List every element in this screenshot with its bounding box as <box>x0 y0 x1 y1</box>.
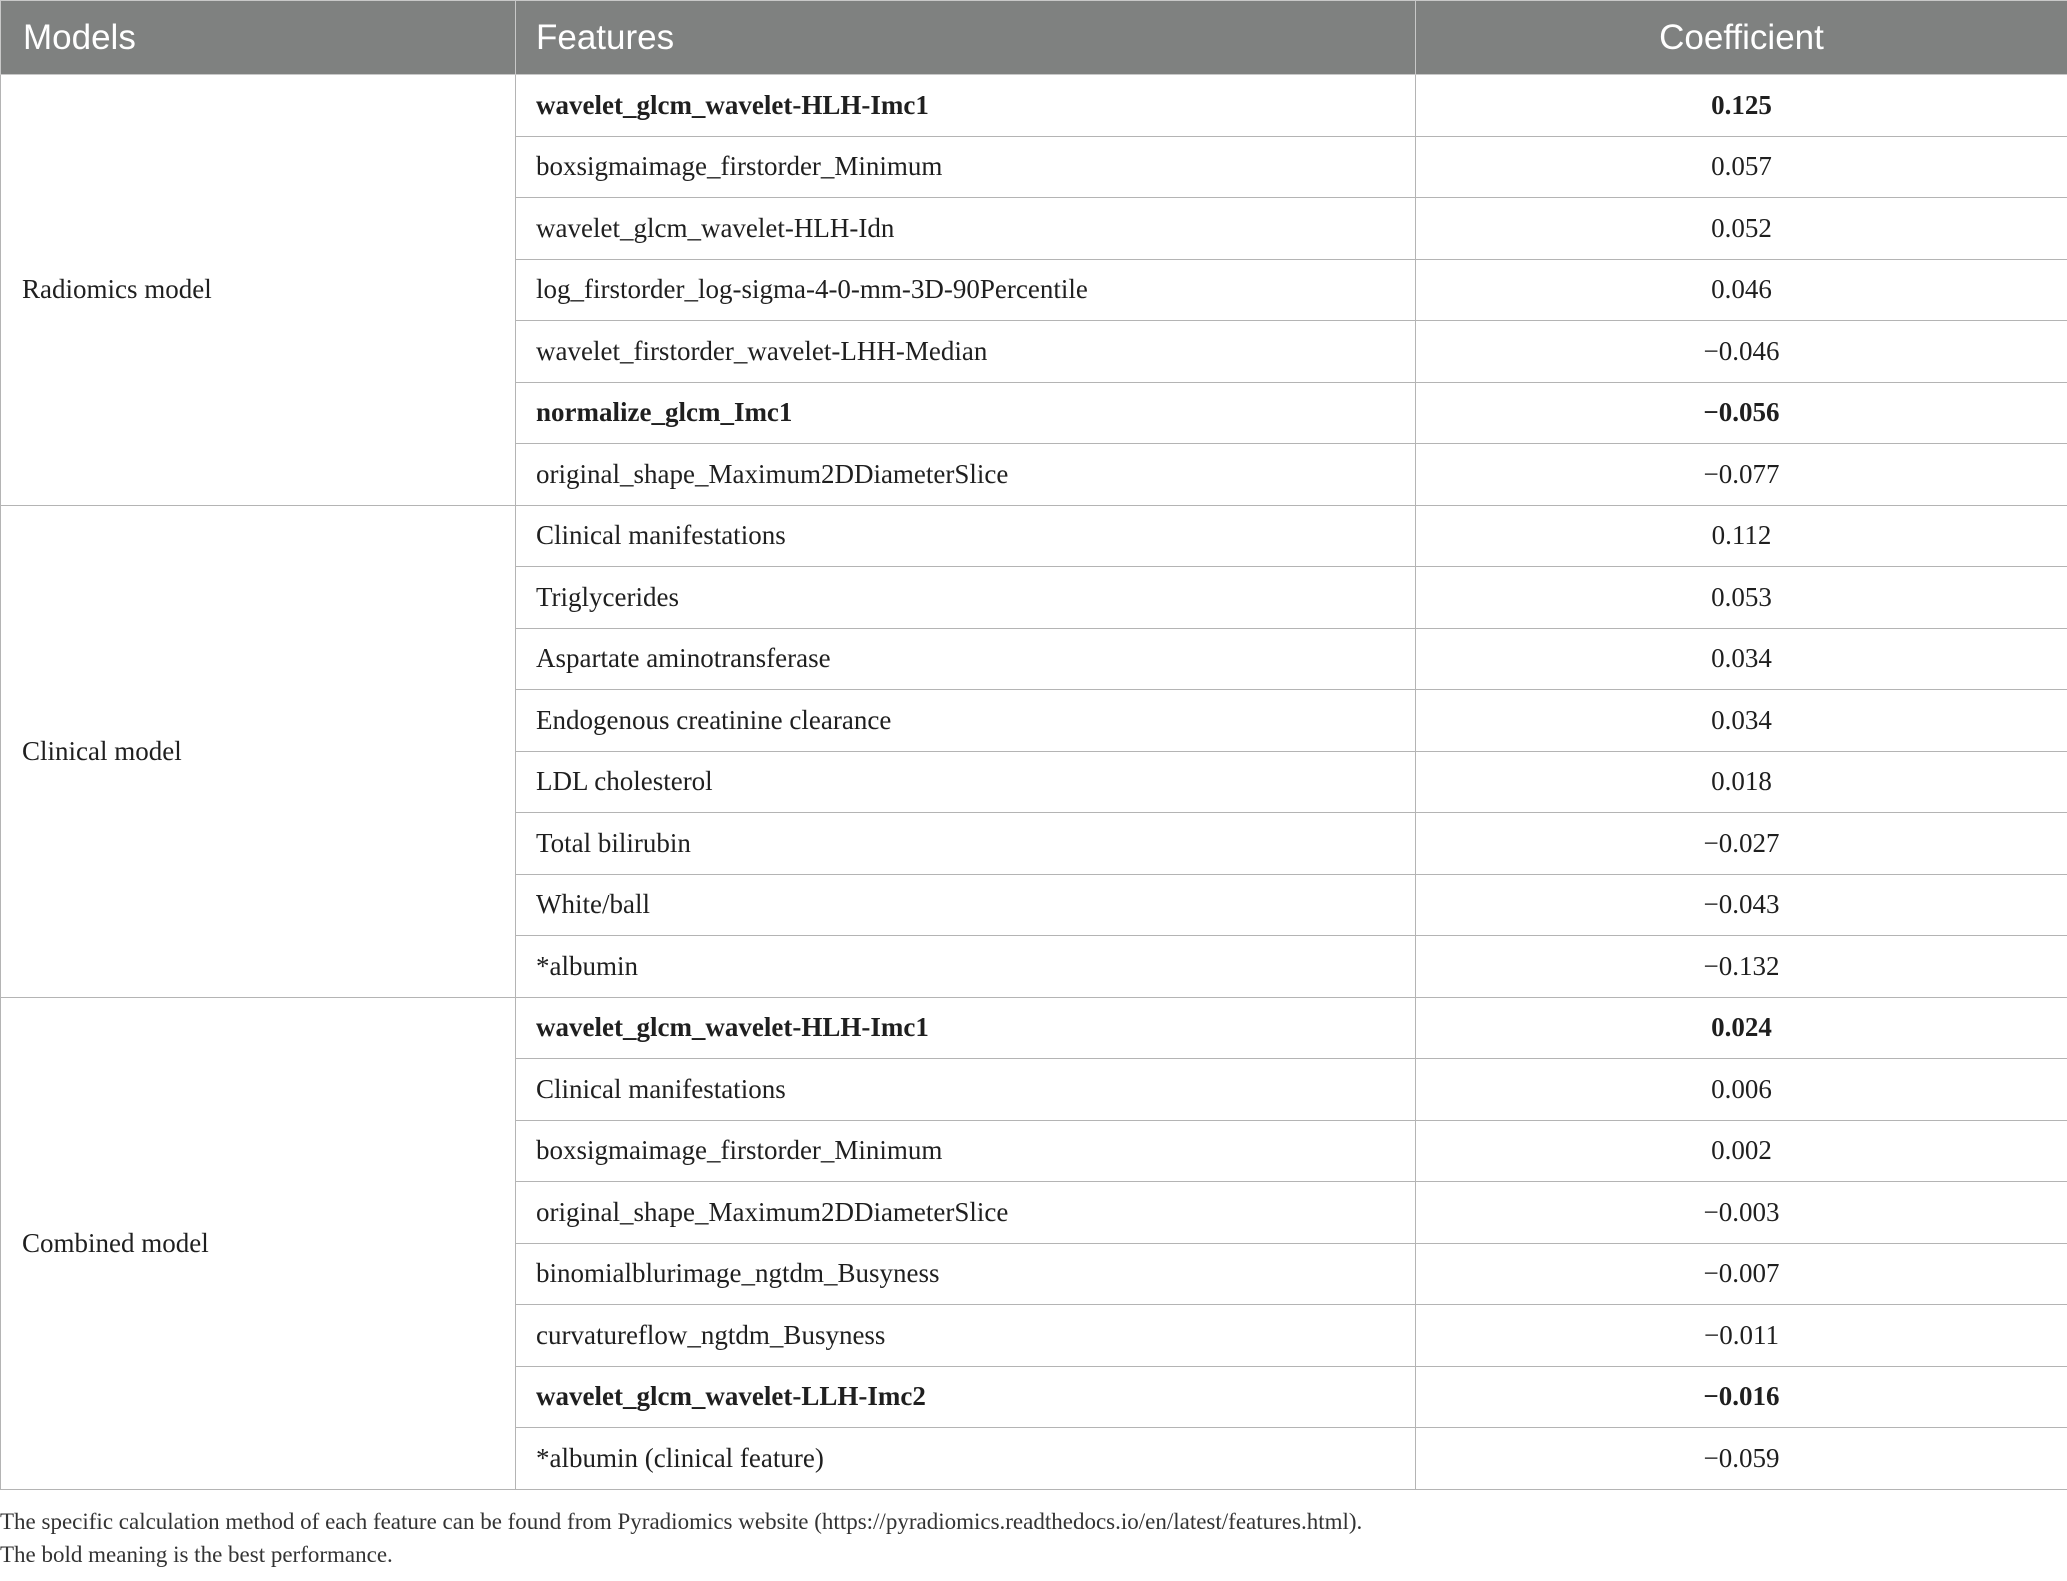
table-body <box>1 75 2067 1490</box>
feature-cell: Aspartate aminotransferase <box>516 628 1416 690</box>
feature-cell: binomialblurimage_ngtdm_Busyness <box>516 1243 1416 1305</box>
table-footnotes <box>0 1505 1362 1571</box>
feature-cell: log_firstorder_log-sigma-4-0-mm-3D-90Percentile <box>516 259 1416 321</box>
feature-cell: Clinical manifestations <box>516 505 1416 567</box>
coefficient-cell: −0.059 <box>1416 1428 2067 1490</box>
coefficient-cell: 0.112 <box>1416 505 2067 567</box>
header-models: Models <box>1 1 516 75</box>
coefficient-cell: −0.056 <box>1416 382 2067 444</box>
table-row <box>1 997 2067 1059</box>
coefficient-cell: 0.034 <box>1416 690 2067 752</box>
feature-cell: wavelet_glcm_wavelet-LLH-Imc2 <box>516 1366 1416 1428</box>
feature-cell: boxsigmaimage_firstorder_Minimum <box>516 136 1416 198</box>
coefficient-cell: −0.027 <box>1416 813 2067 875</box>
feature-cell: Clinical manifestations <box>516 1059 1416 1121</box>
feature-cell: Triglycerides <box>516 567 1416 629</box>
coefficient-cell: −0.011 <box>1416 1305 2067 1367</box>
feature-cell: Endogenous creatinine clearance <box>516 690 1416 752</box>
coefficient-cell: −0.046 <box>1416 321 2067 383</box>
coefficient-cell: −0.077 <box>1416 444 2067 506</box>
coefficient-cell: 0.046 <box>1416 259 2067 321</box>
header-coefficient: Coefficient <box>1416 1 2067 75</box>
feature-cell: curvatureflow_ngtdm_Busyness <box>516 1305 1416 1367</box>
feature-cell: wavelet_glcm_wavelet-HLH-Idn <box>516 198 1416 260</box>
coefficient-cell: 0.024 <box>1416 997 2067 1059</box>
coefficient-cell: 0.053 <box>1416 567 2067 629</box>
coefficient-cell: 0.125 <box>1416 75 2067 137</box>
coefficient-cell: 0.002 <box>1416 1120 2067 1182</box>
feature-cell: LDL cholesterol <box>516 751 1416 813</box>
coefficient-cell: −0.003 <box>1416 1182 2067 1244</box>
table-row <box>1 75 2067 137</box>
coefficient-cell: −0.016 <box>1416 1366 2067 1428</box>
coefficient-cell: −0.043 <box>1416 874 2067 936</box>
coefficient-cell: 0.018 <box>1416 751 2067 813</box>
coefficient-cell: 0.057 <box>1416 136 2067 198</box>
coefficient-cell: 0.006 <box>1416 1059 2067 1121</box>
feature-cell: wavelet_firstorder_wavelet-LHH-Median <box>516 321 1416 383</box>
feature-cell: *albumin (clinical feature) <box>516 1428 1416 1490</box>
feature-cell: boxsigmaimage_firstorder_Minimum <box>516 1120 1416 1182</box>
footnote-source: The specific calculation method of each feature can be found from Pyradiomics website (https://pyradiomics.readthedocs.io/en/latest/features.html). <box>0 1509 1363 1534</box>
feature-cell: normalize_glcm_Imc1 <box>516 382 1416 444</box>
coefficient-cell: 0.034 <box>1416 628 2067 690</box>
header-row <box>1 1 2067 75</box>
header-features: Features <box>516 1 1416 75</box>
feature-cell: original_shape_Maximum2DDiameterSlice <box>516 444 1416 506</box>
coefficient-cell: 0.052 <box>1416 198 2067 260</box>
model-name-cell: Radiomics model <box>1 75 516 506</box>
coefficient-cell: −0.007 <box>1416 1243 2067 1305</box>
feature-cell: wavelet_glcm_wavelet-HLH-Imc1 <box>516 75 1416 137</box>
feature-cell: White/ball <box>516 874 1416 936</box>
feature-cell: original_shape_Maximum2DDiameterSlice <box>516 1182 1416 1244</box>
footnote-bold-meaning: The bold meaning is the best performance. <box>0 1542 393 1567</box>
feature-cell: *albumin <box>516 936 1416 998</box>
coefficient-cell: −0.132 <box>1416 936 2067 998</box>
feature-cell: Total bilirubin <box>516 813 1416 875</box>
table-row <box>1 505 2067 567</box>
model-name-cell: Combined model <box>1 997 516 1489</box>
feature-cell: wavelet_glcm_wavelet-HLH-Imc1 <box>516 997 1416 1059</box>
model-name-cell: Clinical model <box>1 505 516 997</box>
